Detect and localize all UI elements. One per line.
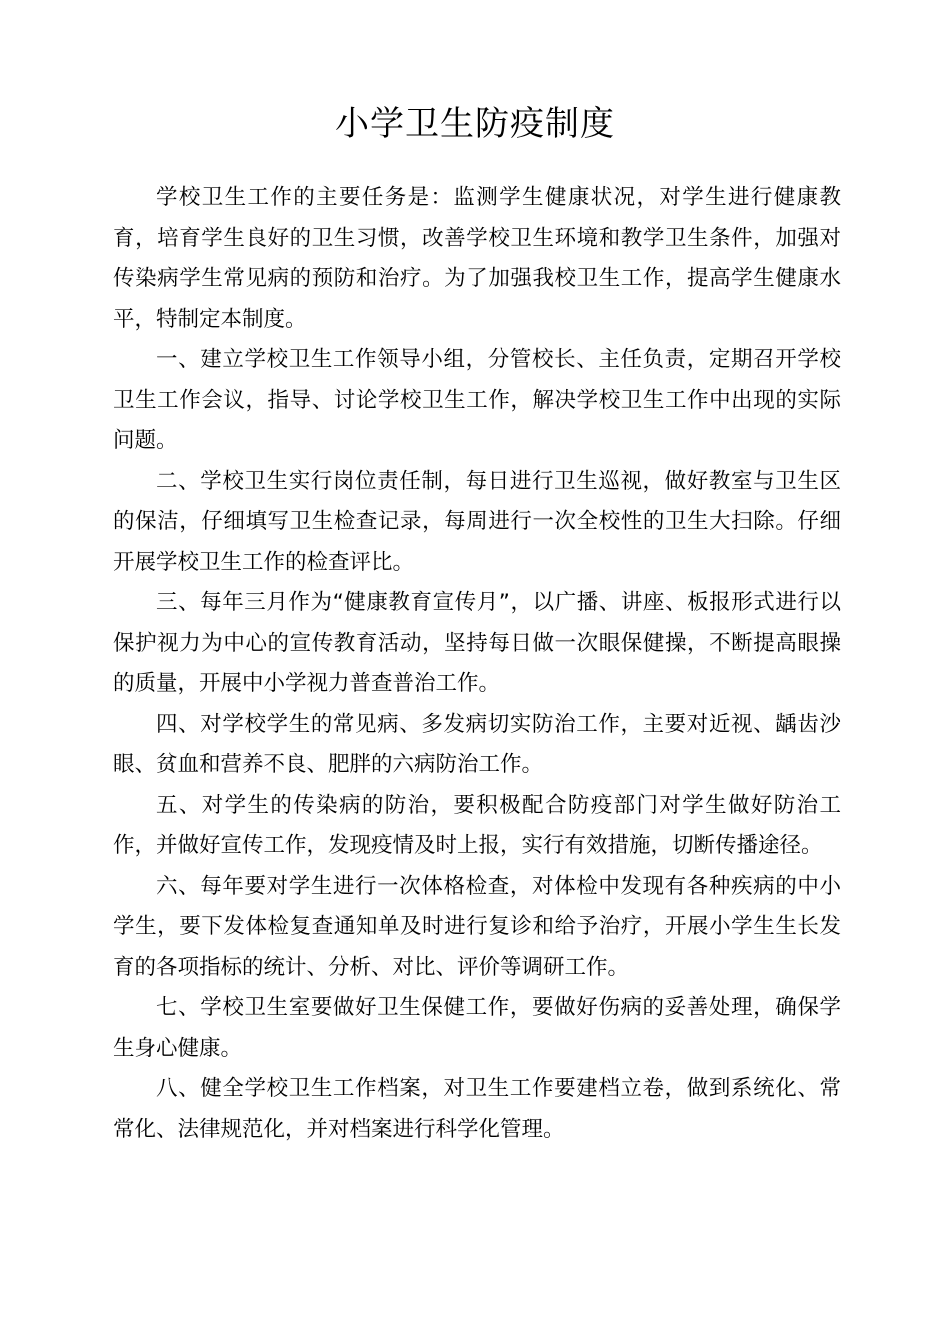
paragraph-item-7: 七、学校卫生室要做好卫生保健工作，要做好伤病的妥善处理，确保学生身心健康。 (113, 995, 841, 1061)
document-body (113, 178, 841, 1150)
paragraph-item-1: 一、建立学校卫生工作领导小组，分管校长、主任负责，定期召开学校卫生工作会议，指导、讨论学校卫生工作，解决学校卫生工作中出现的实际问题。 (113, 347, 841, 453)
paragraph-intro: 学校卫生工作的主要任务是：监测学生健康状况，对学生进行健康教育，培育学生良好的卫生习惯，改善学校卫生环境和教学卫生条件，加强对传染病学生常见病的预防和治疗。为了加强我校卫生工作，提高学生健康水平，特制定本制度。 (113, 185, 841, 332)
paragraph-item-5: 五、对学生的传染病的防治，要积极配合防疫部门对学生做好防治工作，并做好宣传工作，发现疫情及时上报，实行有效措施，切断传播途径。 (113, 792, 841, 858)
paragraph-item-6: 六、每年要对学生进行一次体格检查，对体检中发现有各种疾病的中小学生，要下发体检复查通知单及时进行复诊和给予治疗，开展小学生生长发育的各项指标的统计、分析、对比、评价等调研工作。 (113, 873, 841, 980)
paragraph-item-3: 三、每年三月作为“健康教育宣传月”，以广播、讲座、板报形式进行以保护视力为中心的宣传教育活动，坚持每日做一次眼保健操，不断提高眼操的质量，开展中小学视力普查普治工作。 (113, 590, 841, 696)
paragraph-item-4: 四、对学校学生的常见病、多发病切实防治工作，主要对近视、龋齿沙眼、贫血和营养不良、肥胖的六病防治工作。 (113, 711, 841, 777)
document-title: 小学卫生防疫制度 (335, 104, 615, 144)
paragraph-item-2: 二、学校卫生实行岗位责任制，每日进行卫生巡视，做好教室与卫生区的保洁，仔细填写卫生检查记录，每周进行一次全校性的卫生大扫除。仔细开展学校卫生工作的检查评比。 (113, 468, 841, 575)
paragraph-item-8: 八、健全学校卫生工作档案，对卫生工作要建档立卷，做到系统化、常常化、法律规范化，并对档案进行科学化管理。 (113, 1076, 841, 1142)
